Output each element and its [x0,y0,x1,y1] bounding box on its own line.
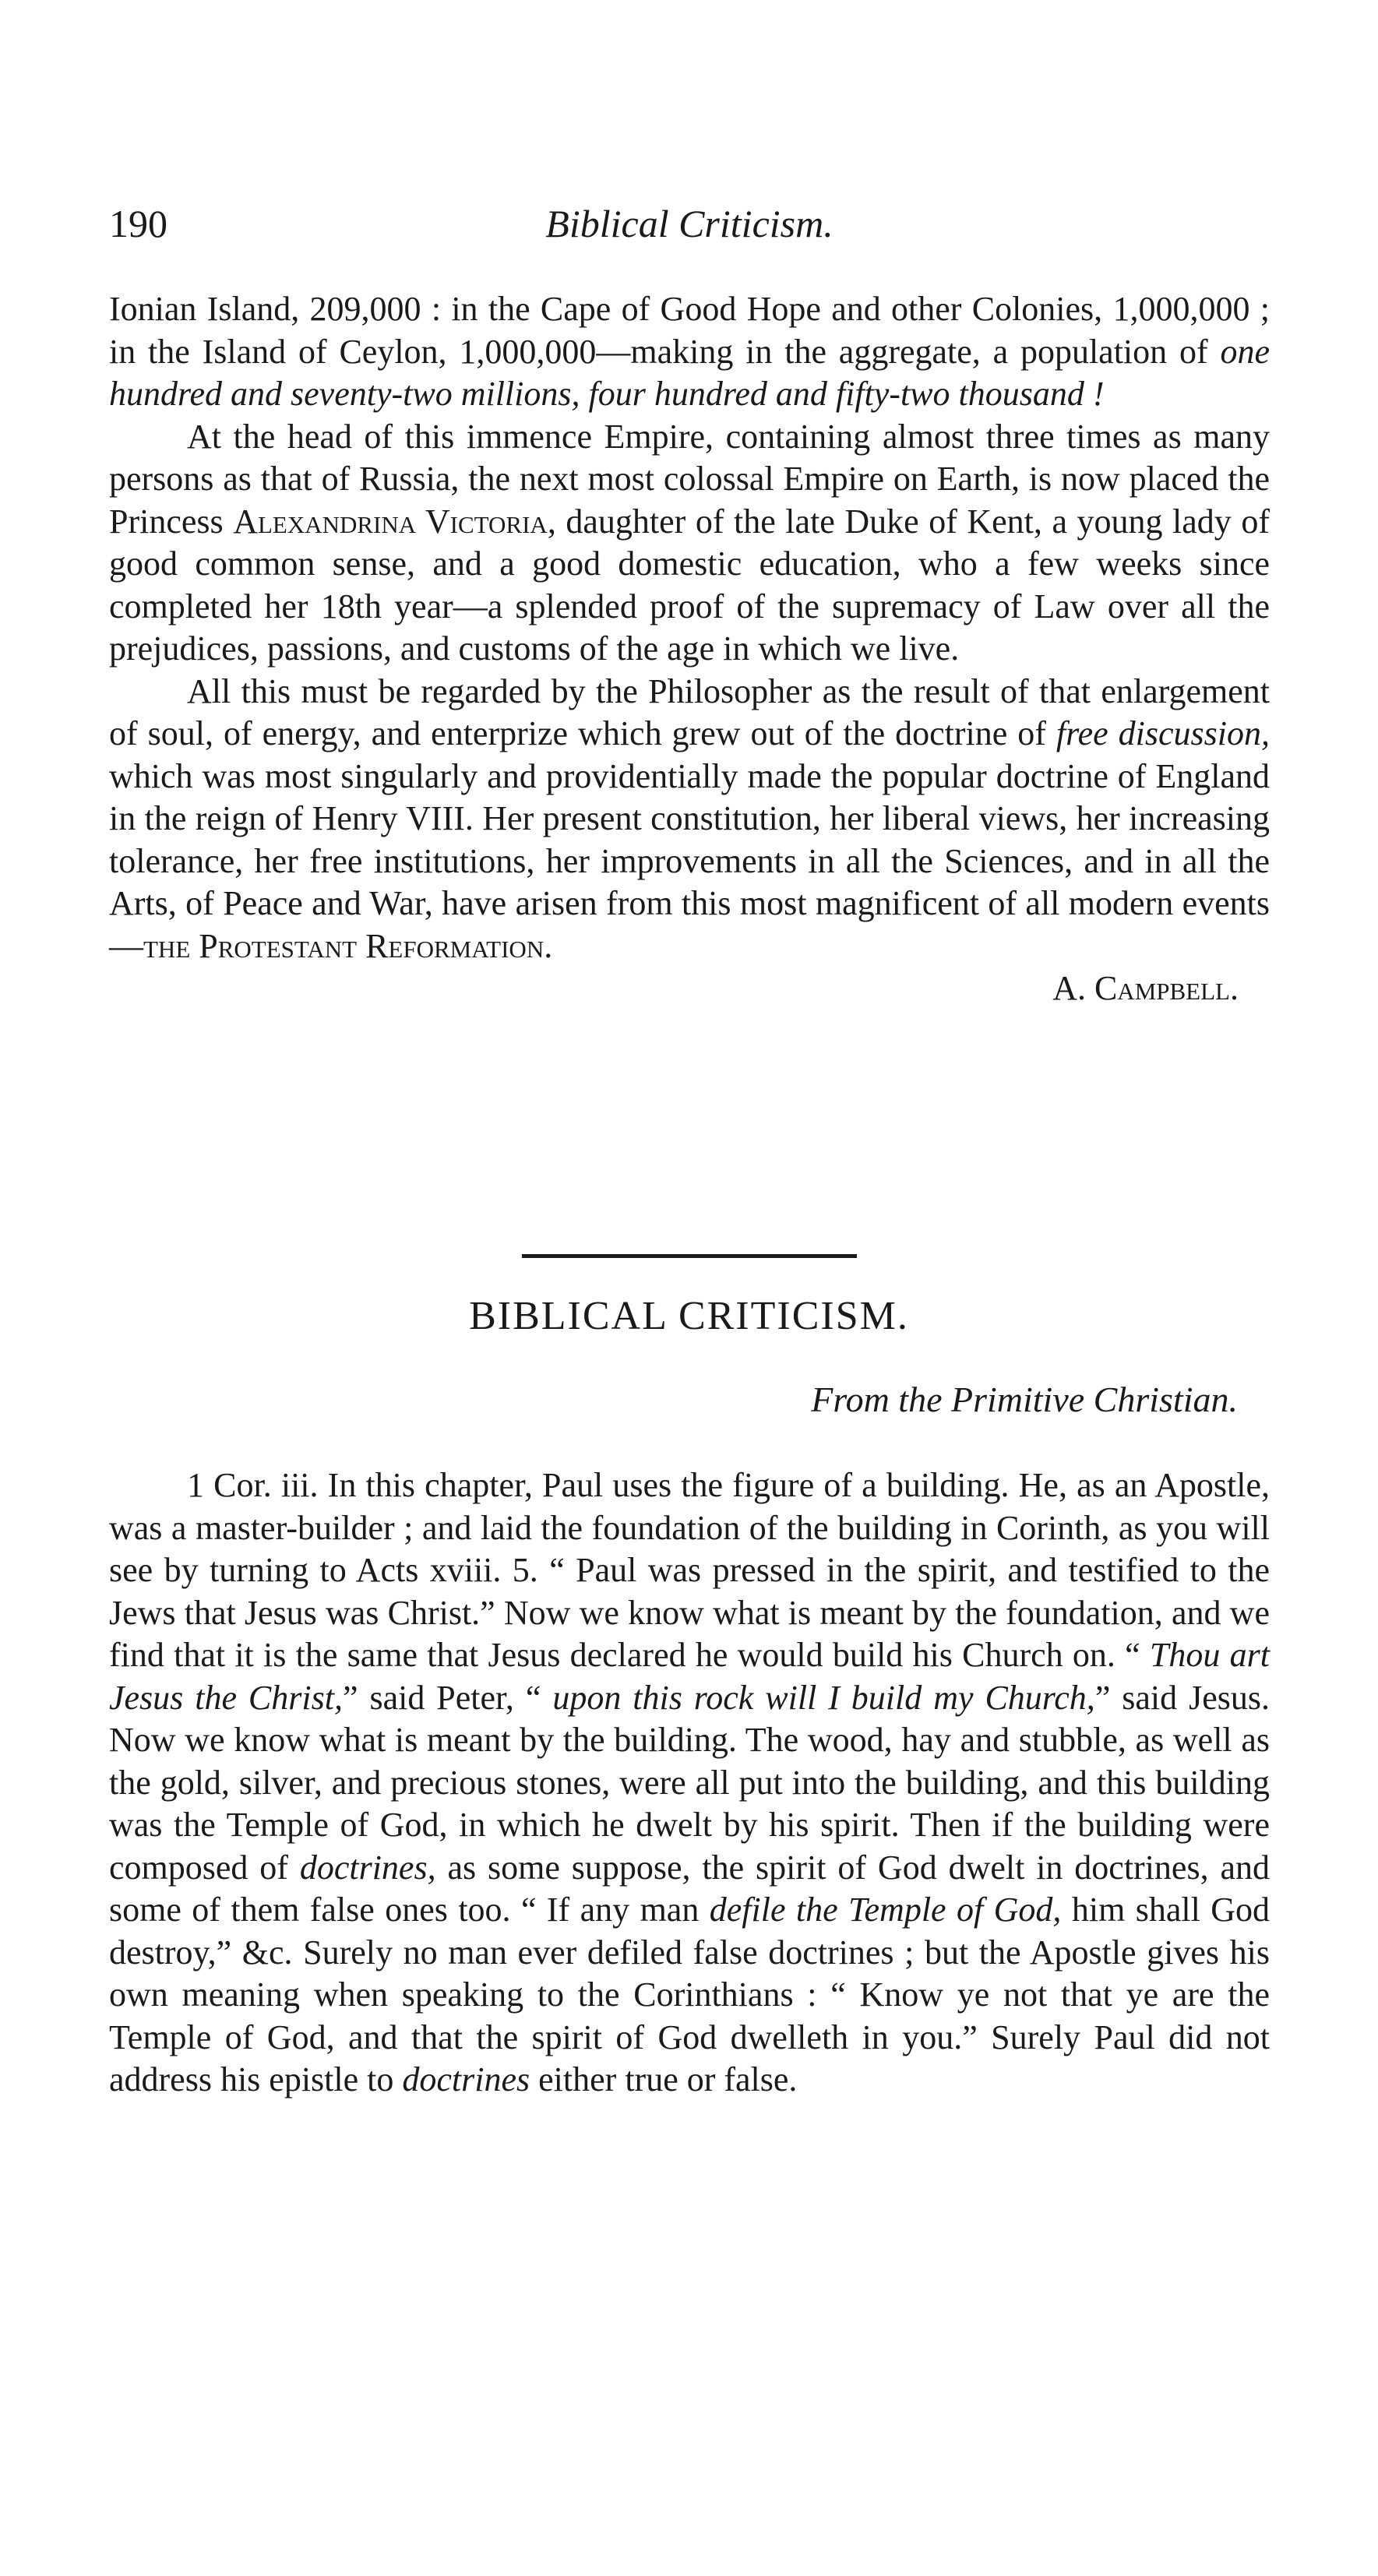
text-run: either true or false. [530,2060,798,2099]
text-run: All this must be regarded by the Philosopher as the result of that enlargement of soul, of energy, and enterprize which grew out of the doctrine of [109,671,1270,752]
author-signature: A. Campbell. [1052,969,1239,1007]
text-run: ” said Peter, “ [342,1678,553,1717]
running-head: Biblical Criticism. [545,202,833,245]
paragraph [109,416,1270,671]
paragraph [109,288,1270,416]
text-run: At the head of this immence Empire, containing almost three times as many persons as that of Russia, the next most colossal Empire on Earth, is now placed the Princess [109,417,1270,541]
paragraph [109,1464,1270,2102]
signature-row [109,967,1270,1010]
small-caps-text: the Protestant Reformation. [143,926,553,965]
article-title: BIBLICAL CRITICISM. [469,1294,909,1338]
text-run: him shall God destroy,” &c. Surely no man ever defiled false doctrines ; but the Apostle gives his own meaning when speaking to the Corinthians : “ Know ye not that ye are the Temple of God, and that the spirit of God dwelleth in you.” Surely Paul did not address his epistle to [109,1891,1271,2099]
italic-text: defile the Temple of God, [709,1891,1062,1929]
article-text [109,1464,1270,2102]
paragraph [109,671,1270,968]
italic-text: upon this rock will I build my Church, [552,1678,1095,1717]
page-header [109,201,1270,255]
text-run: Ionian Island, 209,000 : in the Cape of Good Hope and other Colonies, 1,000,000 ; in the Island of Ceylon, 1,000,000—making in the aggregate, a population of [109,290,1270,371]
page-number: 190 [109,202,167,245]
text-run: ” said Jesus. Now we know what is meant by the building. The wood, hay and stubble, as well as the gold, silver, and precious stones, were all put into the building, and this building was the Temple of God, in which he dwelt by his spirit. Then if the building were composed of [109,1678,1270,1887]
article-source: From the Primitive Christian. [811,1380,1238,1419]
italic-text: doctrines, [299,1848,436,1887]
small-caps-text: Alexandrina Victoria [233,502,548,541]
text-run: , daughter of the late Duke of Kent, a young lady of good common sense, and a good domestic education, who a few weeks since completed her 18th year—a splended proof of the supremacy of Law over all the prejudices, passions, and customs of the age in which we live. [109,502,1270,668]
italic-text: free discussion, [1056,714,1270,752]
text-run: which was most singularly and providentially made the popular doctrine of England in the reign of Henry VIII. Her present constitution, her liberal views, her increasing tolerance, her free institutions, her improvements in all the Sciences, and in all the Arts, of Peace and War, have arisen from this most magnificent of all modern events— [109,756,1270,965]
previous-article-text [109,288,1270,1010]
text-run: as some suppose, the spirit of God dwelt in doctrines, and some of them false ones too. “ If any man [109,1848,1270,1929]
italic-text: Thou art Jesus the Christ, [109,1636,1270,1717]
section-divider [522,1254,857,1258]
italic-text: doctrines [402,2060,530,2099]
italic-text: one hundred and seventy-two millions, four hundred and fifty-two thousand ! [109,332,1270,413]
text-run: 1 Cor. iii. In this chapter, Paul uses the figure of a building. He, as an Apostle, was a master-builder ; and laid the foundation of the building in Corinth, as you will see by turning to Acts xviii. 5. “ Paul was pressed in the spirit, and testified to the Jews that Jesus was Christ.” Now we know what is meant by the foundation, and we find that it is the same that Jesus declared he would build his Church on. “ [109,1466,1270,1674]
